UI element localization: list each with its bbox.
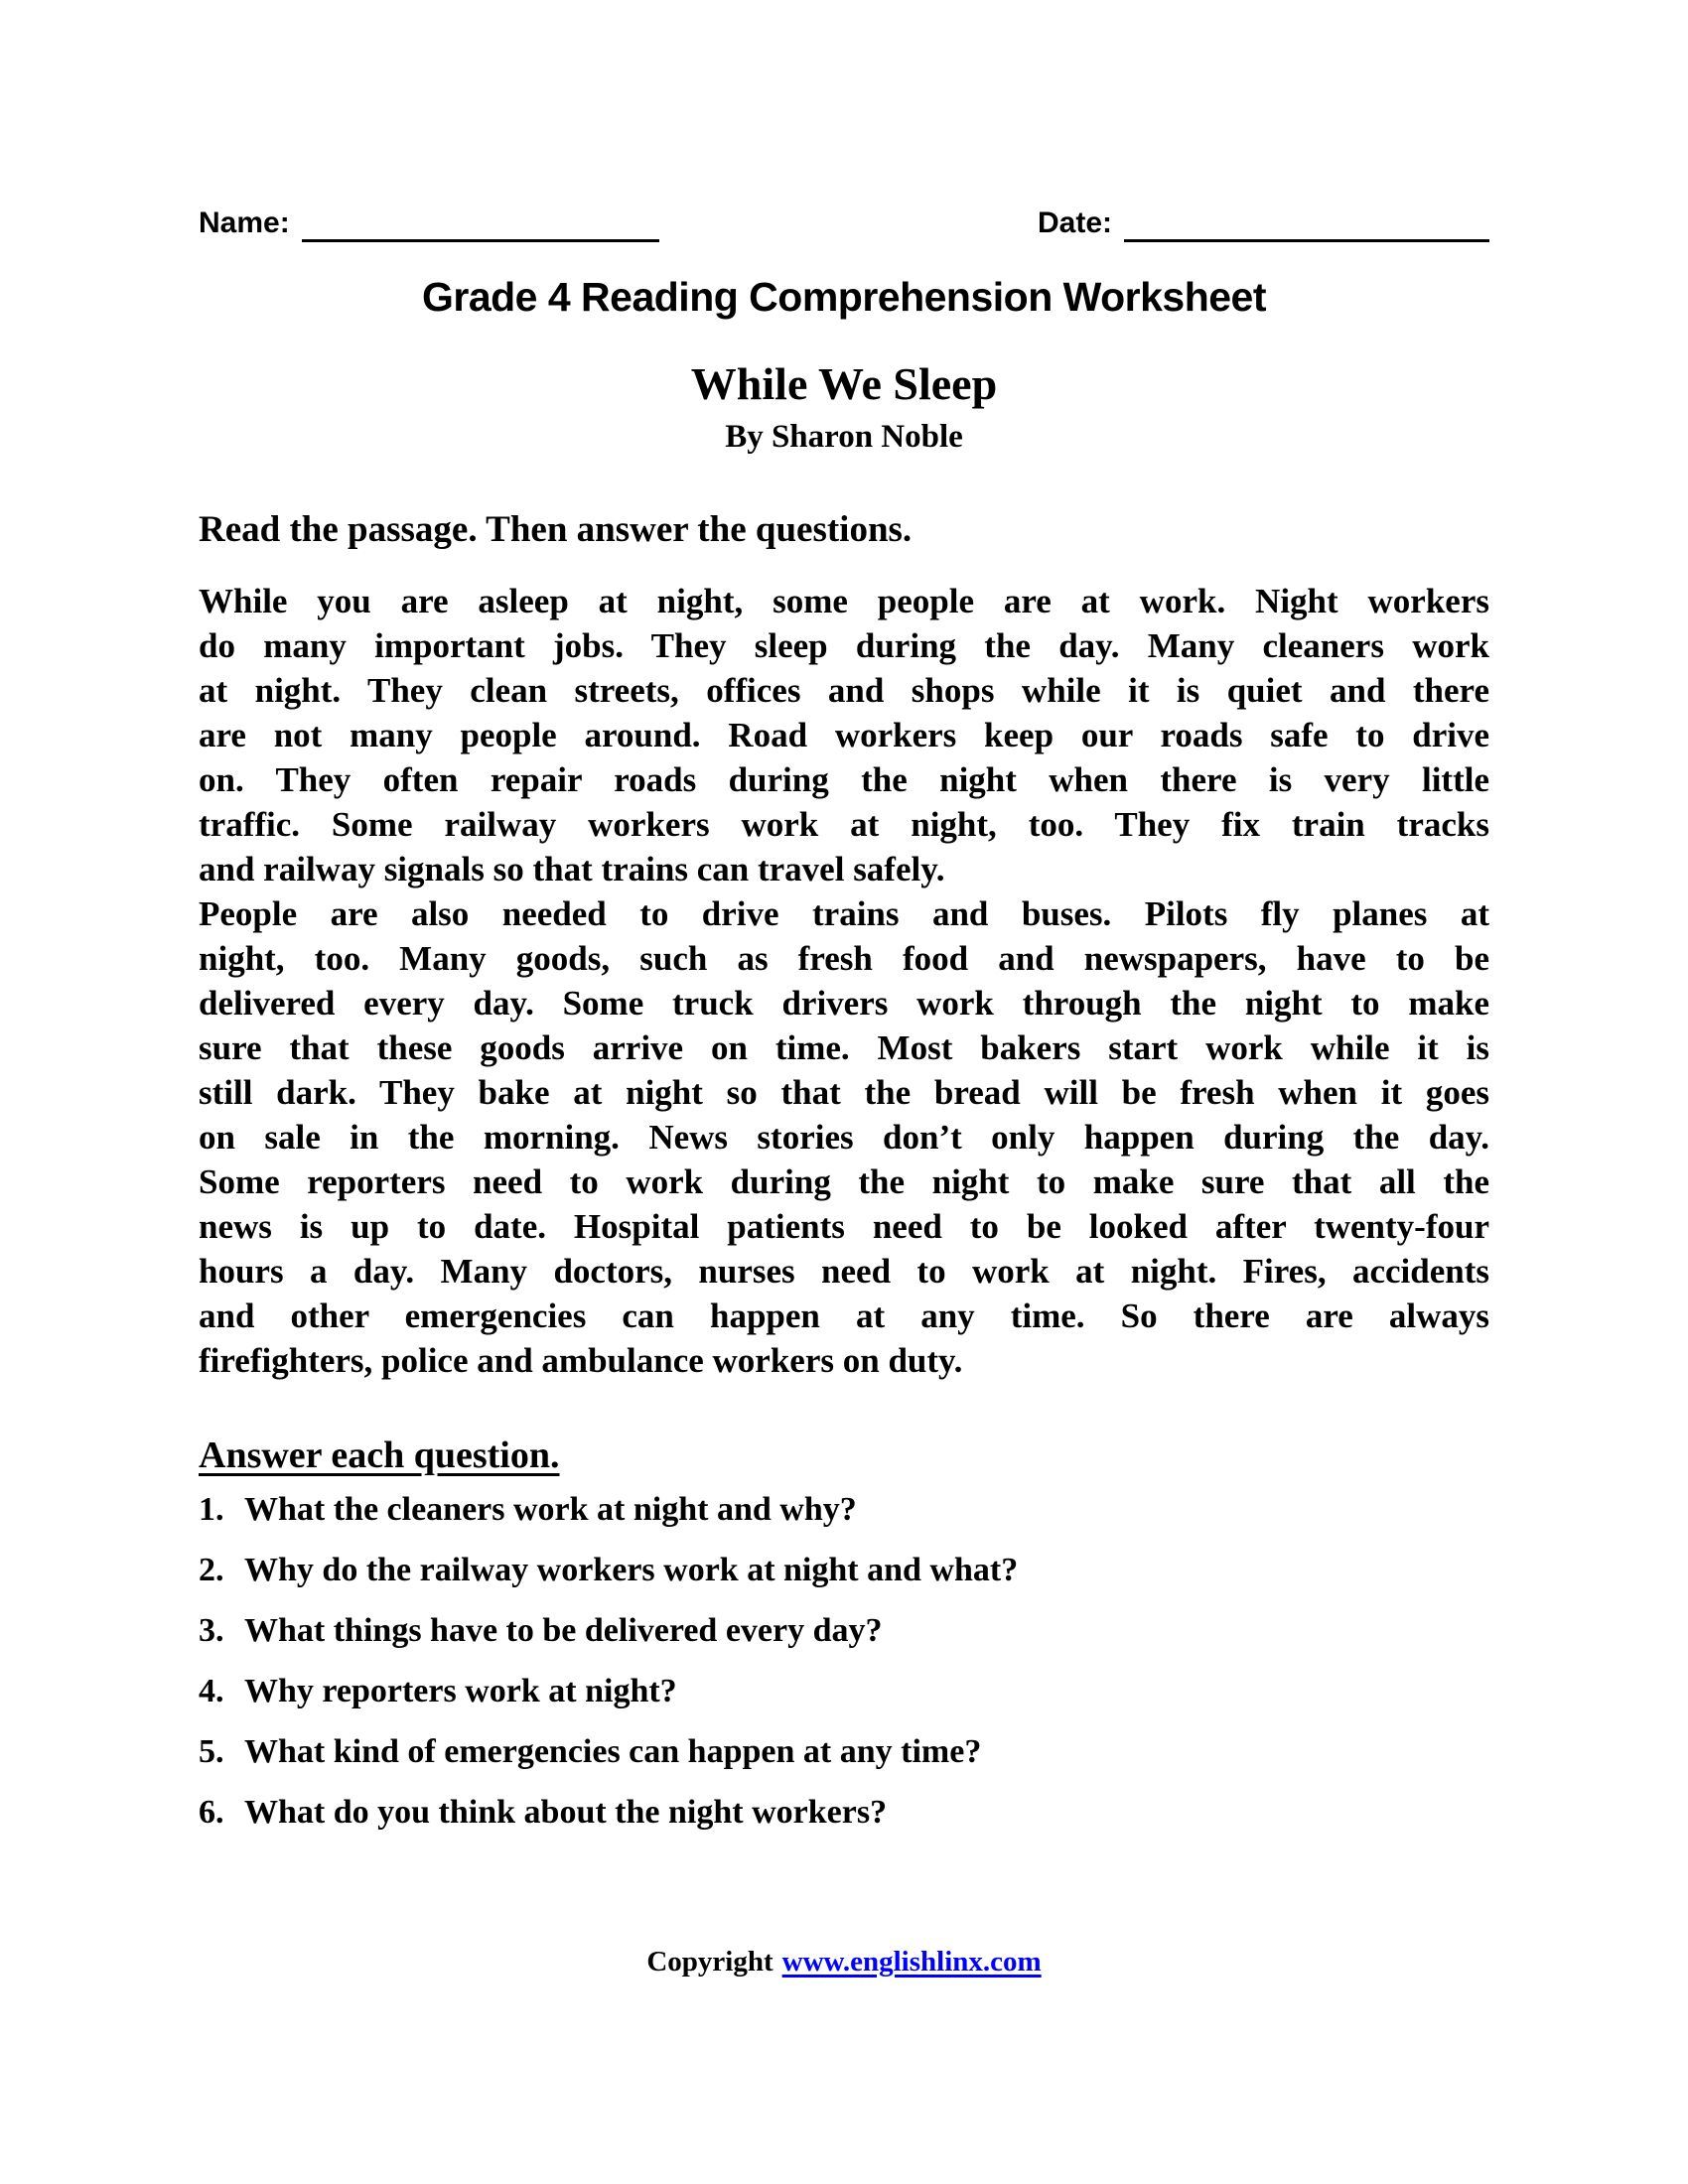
question-item: [199, 1790, 1489, 1835]
passage-title: While We Sleep: [690, 358, 998, 409]
question-text: What kind of emergencies can happen at any time?: [244, 1733, 982, 1770]
passage-line: on sale in the morning. News stories don’t only happen during the day.: [199, 1118, 1489, 1157]
passage-line: sure that these goods arrive on time. Most bakers start work while it is: [199, 1028, 1489, 1067]
date-field: [1038, 205, 1489, 242]
question-item: [199, 1548, 1489, 1592]
name-blank-line: [302, 205, 659, 242]
instructions: Read the passage. Then answer the questions.: [199, 509, 913, 550]
copyright-text: Copyright: [646, 1946, 774, 1978]
passage-line: night, too. Many goods, such as fresh food and newspapers, have to be: [199, 939, 1489, 978]
passage-line: hours a day. Many doctors, nurses need to work at night. Fires, accidents: [199, 1252, 1489, 1291]
passage-line: still dark. They bake at night so that the bread will be fresh when it goes: [199, 1073, 1489, 1112]
name-field: [199, 205, 659, 242]
question-text: What the cleaners work at night and why?: [244, 1491, 857, 1528]
passage-line: news is up to date. Hospital patients need to be looked after twenty-four: [199, 1207, 1489, 1246]
date-blank-line: [1124, 205, 1489, 242]
byline: By Sharon Noble: [725, 419, 963, 455]
question-text: Why do the railway workers work at night and what?: [244, 1552, 1019, 1588]
passage-line: While you are asleep at night, some people are at work. Night workers: [199, 582, 1489, 620]
passage-line: do many important jobs. They sleep during the day. Many cleaners work: [199, 626, 1489, 665]
header-row: [199, 205, 1489, 242]
worksheet-title: Grade 4 Reading Comprehension Worksheet: [421, 274, 1267, 320]
passage-line: and other emergencies can happen at any time. So there are always: [199, 1297, 1489, 1335]
passage-paragraph: [199, 579, 1489, 891]
name-label: Name:: [199, 206, 290, 239]
question-number: 5.: [199, 1733, 224, 1770]
passage-line: on. They often repair roads during the night when there is very little: [199, 760, 1489, 799]
passage-line: traffic. Some railway workers work at night, too. They fix train tracks: [199, 805, 1489, 844]
passage-line: firefighters, police and ambulance workers on duty.: [199, 1341, 963, 1380]
question-number: 1.: [199, 1491, 224, 1528]
question-item: [199, 1729, 1489, 1774]
passage-paragraph: [199, 891, 1489, 1383]
question-number: 6.: [199, 1794, 224, 1831]
question-item: [199, 1608, 1489, 1653]
answer-section-heading: Answer each question.: [199, 1434, 560, 1476]
passage-line: at night. They clean streets, offices and shops while it is quiet and there: [199, 671, 1489, 710]
question-text: What things have to be delivered every day?: [244, 1612, 883, 1649]
passage-line: People are also needed to drive trains and buses. Pilots fly planes at: [199, 894, 1489, 933]
question-item: [199, 1669, 1489, 1713]
copyright-line: [199, 1946, 1489, 1979]
date-label: Date:: [1037, 206, 1112, 239]
question-text: Why reporters work at night?: [244, 1673, 677, 1709]
passage: [199, 579, 1489, 1383]
passage-line: are not many people around. Road workers keep our roads safe to drive: [199, 716, 1489, 754]
passage-line: delivered every day. Some truck drivers work through the night to make: [199, 984, 1489, 1023]
questions-list: [199, 1487, 1489, 1850]
englishlinx-link[interactable]: www.englishlinx.com: [781, 1946, 1042, 1978]
passage-line: Some reporters need to work during the night to make sure that all the: [199, 1162, 1489, 1201]
question-item: [199, 1487, 1489, 1532]
question-text: What do you think about the night workers?: [244, 1794, 888, 1831]
question-number: 4.: [199, 1673, 224, 1709]
question-number: 2.: [199, 1552, 224, 1588]
passage-line: and railway signals so that trains can travel safely.: [199, 850, 945, 888]
question-number: 3.: [199, 1612, 224, 1649]
